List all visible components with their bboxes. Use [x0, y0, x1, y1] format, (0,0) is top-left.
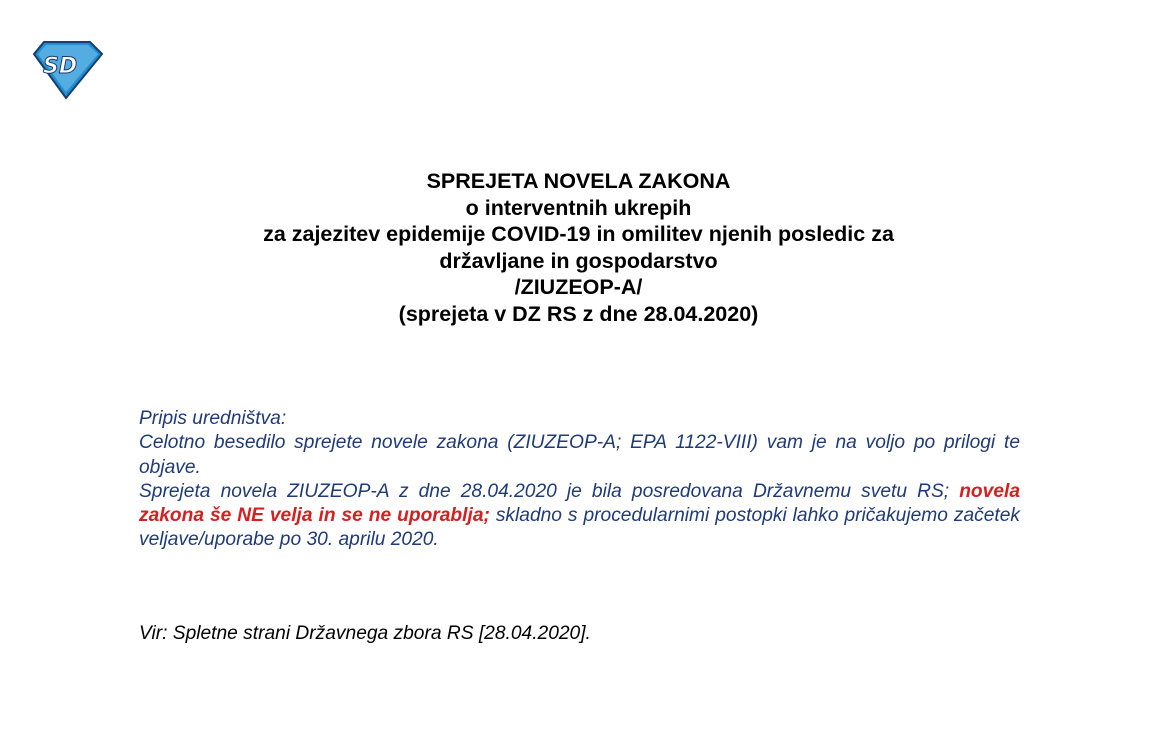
- title-line-5: /ZIUZEOP-A/: [514, 275, 643, 300]
- note-paragraph-1: Celotno besedilo sprejete novele zakona (ZIUZEOP-A; EPA 1122-VIII) vam je na voljo po prilogi te objave.: [139, 432, 1020, 478]
- warning-text: novela zakona še NE velja in se ne uporablja;: [139, 480, 1020, 527]
- title-line-1: SPREJETA NOVELA ZAKONA: [426, 169, 731, 193]
- title-line-4: državljane in gospodarstvo: [439, 248, 718, 273]
- sd-logo-icon: [30, 40, 104, 100]
- title-line-6: (sprejeta v DZ RS z dne 28.04.2020): [398, 301, 759, 326]
- document-title: [0, 168, 1157, 328]
- title-line-2: o interventnih ukrepih: [465, 195, 692, 220]
- svg-text:SD: SD: [43, 54, 78, 79]
- source-citation: Vir: Spletne strani Državnega zbora RS [28.04.2020].: [139, 623, 591, 644]
- note-paragraph-2: [139, 480, 1020, 553]
- title-line-3: za zajezitev epidemije COVID-19 in omilitev njenih posledic za: [263, 222, 894, 247]
- note-heading: Pripis uredništva:: [139, 408, 287, 429]
- editorial-note: [139, 407, 1020, 553]
- note-paragraph-2-end: skladno s procedularnimi postopki lahko pričakujemo začetek veljave/uporabe po 30. aprilu 2020.: [139, 505, 1020, 551]
- note-paragraph-2-start: Sprejeta novela ZIUZEOP-A z dne 28.04.2020 je bila posredovana Državnemu svetu RS;: [139, 480, 960, 502]
